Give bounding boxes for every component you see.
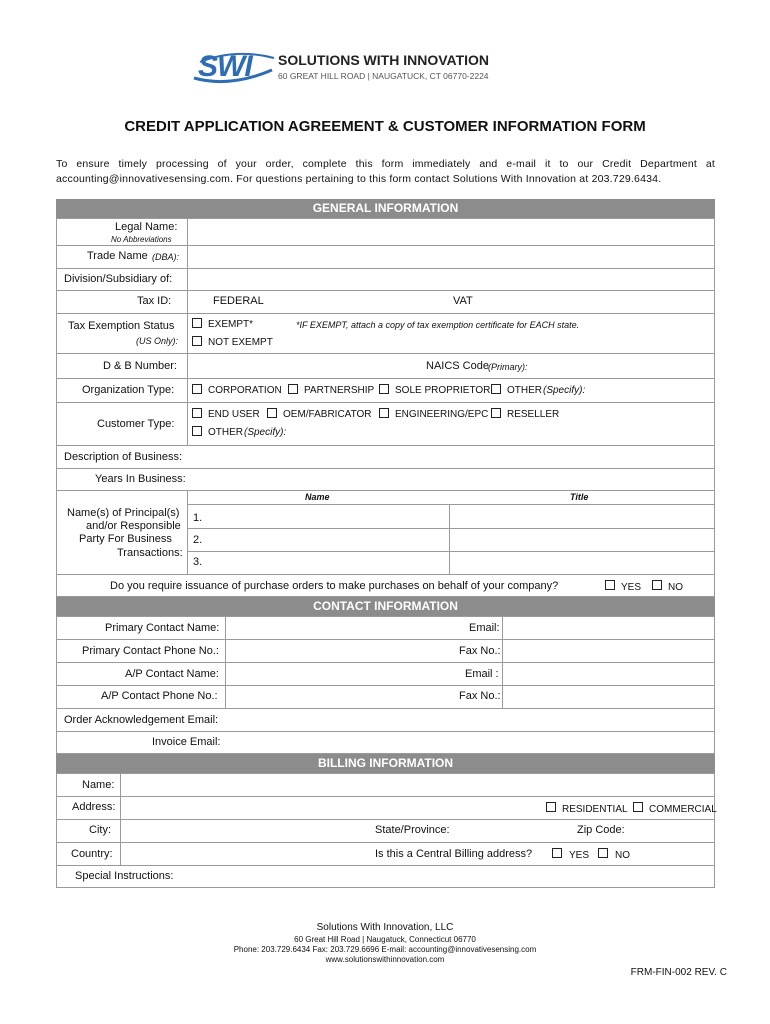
- primary-email-field[interactable]: [504, 617, 712, 638]
- po-yes-checkbox[interactable]: [605, 580, 615, 590]
- col-title-header: Title: [570, 492, 589, 502]
- engineering-label: ENGINEERING/EPC: [395, 409, 489, 420]
- company-logo: [190, 48, 490, 88]
- federal-label: FEDERAL: [213, 295, 264, 307]
- corporation-label: CORPORATION: [208, 385, 282, 396]
- billing-name-label: Name:: [82, 779, 115, 791]
- principal-name-field[interactable]: [205, 506, 445, 527]
- legal-name-field[interactable]: [189, 219, 713, 244]
- sole-proprietor-checkbox[interactable]: [379, 384, 389, 394]
- primary-phone-label: Primary Contact Phone No.:: [82, 645, 219, 657]
- principals-table-header: [188, 491, 714, 505]
- contact-info-heading: CONTACT INFORMATION: [56, 597, 715, 616]
- primary-email-label: Email:: [469, 622, 500, 634]
- billing-info-heading: BILLING INFORMATION: [56, 754, 715, 773]
- ap-contact-name-label: A/P Contact Name:: [125, 668, 219, 680]
- special-instructions-label: Special Instructions:: [75, 870, 174, 882]
- order-ack-email-label: Order Acknowledgement Email:: [64, 714, 219, 726]
- ap-fax-label: Fax No.:: [459, 690, 501, 702]
- footer-address: 60 Great Hill Road | Naugatuck, Connecticut 06770: [294, 935, 476, 944]
- org-type-label: Organization Type:: [82, 384, 175, 396]
- sole-proprietor-label: SOLE PROPRIETOR: [395, 385, 491, 396]
- tax-id-label: Tax ID:: [137, 295, 172, 307]
- primary-contact-name-label: Primary Contact Name:: [105, 622, 220, 634]
- po-no-checkbox[interactable]: [652, 580, 662, 590]
- intro-text: To ensure timely processing of your order, complete this form immediately and e-mail it to our Credit Department at accounting@innovativesensing.com. For questions pertaining to this form contact Solutions With Innovation at 203.729.6434.: [56, 158, 715, 185]
- invoice-email-field[interactable]: [227, 732, 712, 753]
- company-name: SOLUTIONS WITH INNOVATION: [278, 52, 490, 68]
- cust-other-label: OTHER: [208, 427, 243, 438]
- company-address: 60 GREAT HILL ROAD | NAUGATUCK, CT 06770-2224: [278, 71, 489, 81]
- description-label: Description of Business:: [64, 451, 182, 463]
- billing-address-field[interactable]: [122, 797, 532, 818]
- exempt-note: *IF EXEMPT, attach a copy of tax exemption certificate for EACH state.: [296, 320, 580, 330]
- principals-label-3: Party For Business: [79, 533, 172, 545]
- ap-phone-field[interactable]: [227, 686, 452, 707]
- customer-type-label: Customer Type:: [97, 418, 175, 430]
- partnership-checkbox[interactable]: [288, 384, 298, 394]
- partnership-label: PARTNERSHIP: [304, 385, 375, 396]
- oem-label: OEM/FABRICATOR: [283, 409, 372, 420]
- vat-field[interactable]: [480, 291, 710, 312]
- primary-phone-field[interactable]: [227, 640, 452, 661]
- ap-email-field[interactable]: [504, 663, 712, 684]
- row-number: 2.: [193, 534, 203, 546]
- primary-fax-field[interactable]: [504, 640, 712, 661]
- trade-name-field[interactable]: [189, 246, 713, 267]
- country-field[interactable]: [122, 843, 362, 864]
- ap-contact-name-field[interactable]: [227, 663, 457, 684]
- col-name-header: Name: [305, 492, 330, 502]
- reseller-checkbox[interactable]: [491, 408, 501, 418]
- primary-contact-name-field[interactable]: [227, 617, 457, 638]
- footer-company: Solutions With Innovation, LLC: [316, 922, 454, 933]
- central-yes-checkbox[interactable]: [552, 848, 562, 858]
- state-label: State/Province:: [375, 824, 450, 836]
- reseller-label: RESELLER: [507, 409, 560, 420]
- naics-note: (Primary):: [488, 362, 528, 372]
- row-number: 3.: [193, 556, 203, 568]
- row-number: 1.: [193, 512, 203, 524]
- not-exempt-checkbox[interactable]: [192, 336, 202, 346]
- zip-field[interactable]: [630, 820, 712, 841]
- years-field[interactable]: [189, 469, 713, 489]
- corporation-checkbox[interactable]: [192, 384, 202, 394]
- general-info-heading: GENERAL INFORMATION: [56, 199, 715, 218]
- exempt-checkbox[interactable]: [192, 318, 202, 328]
- legal-name-label: Legal Name:: [115, 221, 178, 233]
- po-question: Do you require issuance of purchase orders to make purchases on behalf of your company?: [110, 580, 559, 592]
- federal-tax-id-field[interactable]: [270, 291, 440, 312]
- invoice-email-label: Invoice Email:: [152, 736, 221, 748]
- po-no-label: NO: [668, 582, 683, 593]
- commercial-checkbox[interactable]: [633, 802, 643, 812]
- org-other-note: (Specify):: [543, 385, 586, 396]
- footer-web: www.solutionswithinnovation.com: [325, 955, 445, 964]
- principal-title-field[interactable]: [452, 506, 710, 527]
- primary-fax-label: Fax No.:: [459, 645, 501, 657]
- order-ack-email-field[interactable]: [227, 709, 712, 730]
- city-field[interactable]: [122, 820, 362, 841]
- cust-other-checkbox[interactable]: [192, 426, 202, 436]
- not-exempt-label: NOT EXEMPT: [208, 337, 273, 348]
- org-other-label: OTHER: [507, 385, 542, 396]
- division-field[interactable]: [189, 269, 713, 289]
- po-yes-label: YES: [621, 582, 642, 593]
- end-user-checkbox[interactable]: [192, 408, 202, 418]
- principals-label-1: Name(s) of Principal(s): [67, 507, 180, 519]
- naics-field[interactable]: [540, 354, 710, 377]
- residential-checkbox[interactable]: [546, 802, 556, 812]
- org-other-checkbox[interactable]: [491, 384, 501, 394]
- engineering-checkbox[interactable]: [379, 408, 389, 418]
- cust-other-note: (Specify):: [244, 427, 287, 438]
- form-id: FRM-FIN-002 REV. C: [630, 967, 727, 978]
- oem-checkbox[interactable]: [267, 408, 277, 418]
- billing-address-label: Address:: [72, 801, 116, 813]
- description-field[interactable]: [189, 446, 713, 467]
- exempt-label: EXEMPT*: [208, 319, 254, 330]
- division-label: Division/Subsidiary of:: [64, 273, 173, 285]
- principals-label-4: Transactions:: [117, 547, 183, 559]
- ap-email-label: Email :: [465, 668, 499, 680]
- page-title: CREDIT APPLICATION AGREEMENT & CUSTOMER INFORMATION FORM: [124, 118, 646, 135]
- central-no-label: NO: [615, 850, 630, 861]
- state-field[interactable]: [460, 820, 570, 841]
- ap-fax-field[interactable]: [504, 686, 712, 707]
- tax-exempt-label: Tax Exemption Status: [68, 320, 175, 332]
- naics-label: NAICS Code: [426, 360, 489, 372]
- city-label: City:: [89, 824, 111, 836]
- central-billing-question: Is this a Central Billing address?: [375, 848, 533, 860]
- central-no-checkbox[interactable]: [598, 848, 608, 858]
- principals-label-2: and/or Responsible: [86, 520, 181, 532]
- trade-name-note: (DBA):: [152, 252, 179, 262]
- logo-text: SWI: [198, 50, 252, 83]
- trade-name-label: Trade Name: [87, 250, 148, 262]
- ap-phone-label: A/P Contact Phone No.:: [101, 690, 218, 702]
- footer-contact: Phone: 203.729.6434 Fax: 203.729.6696 E-mail: accounting@innovativesensing.com: [233, 945, 537, 954]
- tax-exempt-note: (US Only):: [136, 336, 179, 346]
- duns-label: D & B Number:: [103, 360, 177, 372]
- commercial-label: COMMERCIAL: [649, 804, 717, 815]
- years-label: Years In Business:: [95, 473, 186, 485]
- residential-label: RESIDENTIAL: [562, 804, 628, 815]
- duns-field[interactable]: [189, 354, 419, 377]
- zip-label: Zip Code:: [577, 824, 625, 836]
- legal-name-note: No Abbreviations: [111, 235, 172, 244]
- end-user-label: END USER: [208, 409, 260, 420]
- vat-label: VAT: [453, 295, 473, 307]
- country-label: Country:: [71, 848, 113, 860]
- billing-name-field[interactable]: [122, 774, 712, 795]
- central-yes-label: YES: [569, 850, 590, 861]
- special-instructions-field[interactable]: [180, 866, 712, 887]
